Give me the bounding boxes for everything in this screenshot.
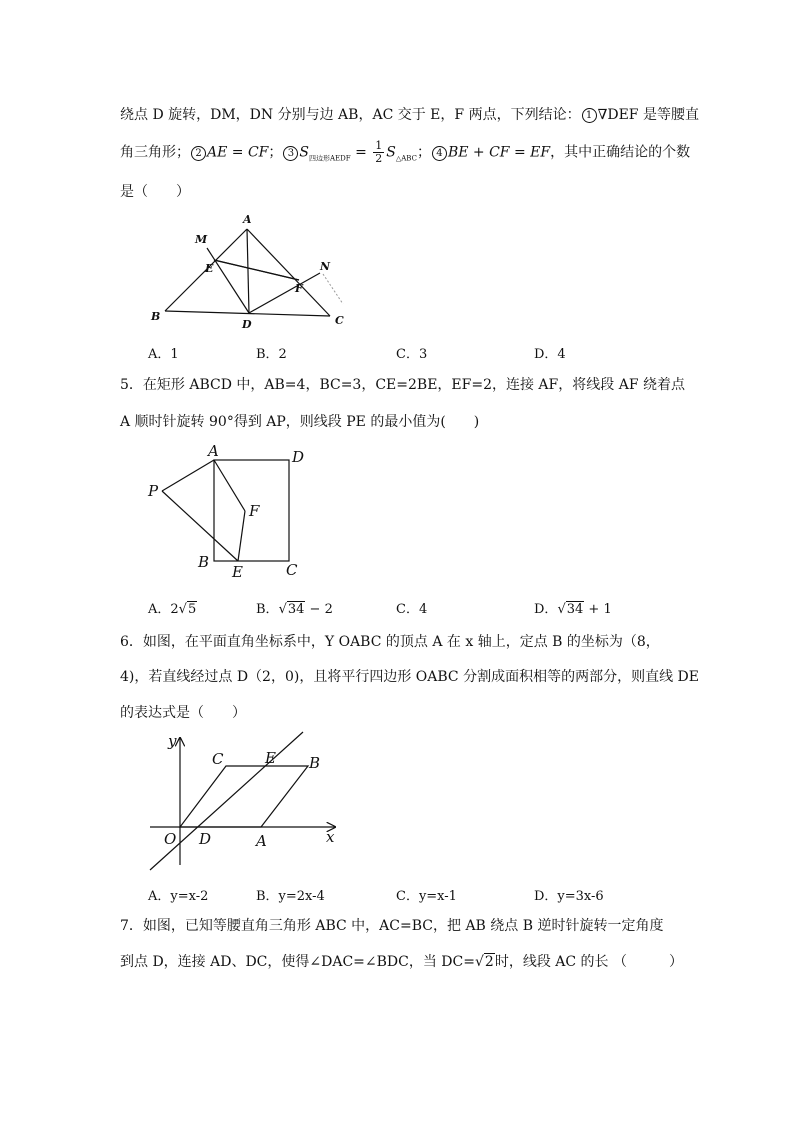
q5-option-d-radicand: 34	[566, 602, 584, 617]
q7-line2-pre: 到点 D，连接 AD、DC，使得∠DAC=∠BDC，当 DC=	[120, 954, 475, 970]
q4-triangle-figure	[145, 210, 360, 335]
ray-dn	[249, 273, 320, 313]
label-c: C	[286, 561, 298, 579]
segment-ad	[247, 229, 249, 313]
equals-sign: =	[350, 144, 372, 161]
q5-line-1: 5．在矩形 ABCD 中，AB=4，BC=3，CE=2BE，EF=2，连接 AF，将线段 AF 绕着点	[120, 377, 685, 393]
area-subscript-1: 四边形AEDF	[308, 154, 351, 163]
label-e: E	[205, 262, 214, 275]
area-symbol-2: S	[386, 144, 396, 161]
conclusion-4-text: BE + CF = EF	[447, 144, 551, 161]
q6-line-1: 6．如图，在平面直角坐标系中，Y OABC 的顶点 A 在 x 轴上，定点 B 的坐标为（8，	[120, 634, 660, 650]
q4-option-c[interactable]: C．3	[396, 347, 428, 362]
q5-option-c[interactable]: C．4	[396, 602, 428, 617]
q6-coordinate-figure	[140, 730, 345, 875]
label-a: A	[208, 442, 219, 460]
q4-line2-post: ，其中正确结论的个数	[550, 144, 691, 161]
q6-line-3: 的表达式是（ ）	[120, 705, 246, 721]
conclusion-4-mark: 4	[432, 146, 447, 161]
q6-option-d[interactable]: D．y=3x-6	[534, 889, 604, 904]
label-f: F	[295, 282, 303, 295]
segment-af	[214, 460, 245, 511]
q5-rectangle-figure	[140, 440, 315, 585]
one-half-fraction	[373, 140, 384, 165]
q6-option-b[interactable]: B．y=2x-4	[256, 889, 325, 904]
label-x: x	[326, 828, 335, 846]
fraction-denominator: 2	[375, 152, 383, 165]
label-c: C	[335, 314, 344, 327]
q5-option-d-suffix: + 1	[584, 602, 612, 617]
q5-option-b-suffix: − 2	[305, 602, 333, 617]
label-o: O	[164, 830, 177, 848]
conclusion-3-mark: 3	[283, 146, 298, 161]
label-d: D	[292, 448, 305, 466]
q7-line2-radicand: 2	[484, 954, 494, 970]
line-de	[150, 732, 303, 870]
q6-option-a[interactable]: A．y=x-2	[148, 889, 209, 904]
area-symbol-1: S	[299, 144, 309, 161]
q4-line-3: 是（ ）	[120, 184, 190, 200]
q4-line2-pre: 角三角形；	[120, 144, 190, 161]
label-e: E	[232, 563, 243, 581]
conclusion-2-mark: 2	[191, 146, 206, 161]
q5-option-b-prefix: B．	[256, 602, 279, 617]
q5-option-b[interactable]: B．√34 − 2	[256, 602, 333, 617]
parallelogram-oabc	[180, 766, 308, 827]
q4-option-b[interactable]: B．2	[256, 347, 287, 362]
segment-fe	[238, 511, 245, 561]
q6-line-2: 4)，若直线经过点 D（2，0)，且将平行四边形 OABC 分割成面积相等的两部分，则直线 DE	[120, 669, 699, 685]
q7-line-1: 7．如图，已知等腰直角三角形 ABC 中，AC=BC，把 AB 绕点 B 逆时针旋转一定角度	[120, 918, 664, 934]
segment-pe	[162, 491, 238, 561]
conclusion-2-text: AE = CF	[207, 144, 269, 161]
label-c: C	[212, 750, 224, 768]
label-b: B	[198, 553, 210, 571]
q7-line-2: 到点 D，连接 AD、DC，使得∠DAC=∠BDC，当 DC=√2时，线段 AC 的长 （ ）	[120, 954, 684, 970]
label-y: y	[168, 732, 177, 750]
q5-line-2: A 顺时针旋转 90°得到 AP，则线段 PE 的最小值为( )	[120, 414, 480, 430]
label-p: P	[148, 482, 159, 500]
ray-dm	[207, 248, 249, 313]
q4-option-a[interactable]: A．1	[148, 347, 179, 362]
label-a: A	[256, 832, 267, 850]
fraction-numerator: 1	[375, 139, 383, 152]
q7-line2-post: 时，线段 AC 的长 （ ）	[494, 954, 684, 970]
q5-option-a-prefix: A．2	[148, 602, 179, 617]
q4-option-d[interactable]: D．4	[534, 347, 566, 362]
q4-line-2: 角三角形； 2 AE = CF； 3 $S_{四边形AEDF}$ = $\frac{1}{2}$ $S_{\triangle ABC}$； 4 BE + CF = EF，其中正确结论的个数	[120, 139, 691, 165]
q4-line-1	[120, 104, 699, 124]
label-a: A	[243, 213, 252, 226]
label-f: F	[249, 502, 260, 520]
q4-line1-text: 绕点 D 旋转，DM，DN 分别与边 AB，AC 交于 E，F 两点，下列结论：	[120, 107, 581, 123]
label-e: E	[265, 749, 276, 767]
q5-option-b-radicand: 34	[287, 602, 305, 617]
label-n: N	[320, 260, 331, 273]
label-d: D	[199, 830, 212, 848]
area-subscript-2: △ABC	[395, 154, 417, 163]
conclusion-1-text: ∇DEF 是等腰直	[597, 107, 699, 123]
side-ac	[247, 229, 330, 316]
dotted-guide	[323, 274, 343, 304]
label-m: M	[195, 233, 208, 246]
label-b: B	[309, 754, 321, 772]
q5-option-d-prefix: D．	[534, 602, 558, 617]
conclusion-1-mark: 1	[582, 108, 597, 123]
q5-option-a-radicand: 5	[187, 602, 197, 617]
label-d: D	[242, 318, 252, 331]
label-b: B	[151, 310, 161, 323]
q5-option-a[interactable]: A．2√5	[148, 602, 197, 617]
q6-option-c[interactable]: C．y=x-1	[396, 889, 457, 904]
q5-option-d[interactable]: D．√34 + 1	[534, 602, 612, 617]
segment-ap	[162, 460, 214, 491]
